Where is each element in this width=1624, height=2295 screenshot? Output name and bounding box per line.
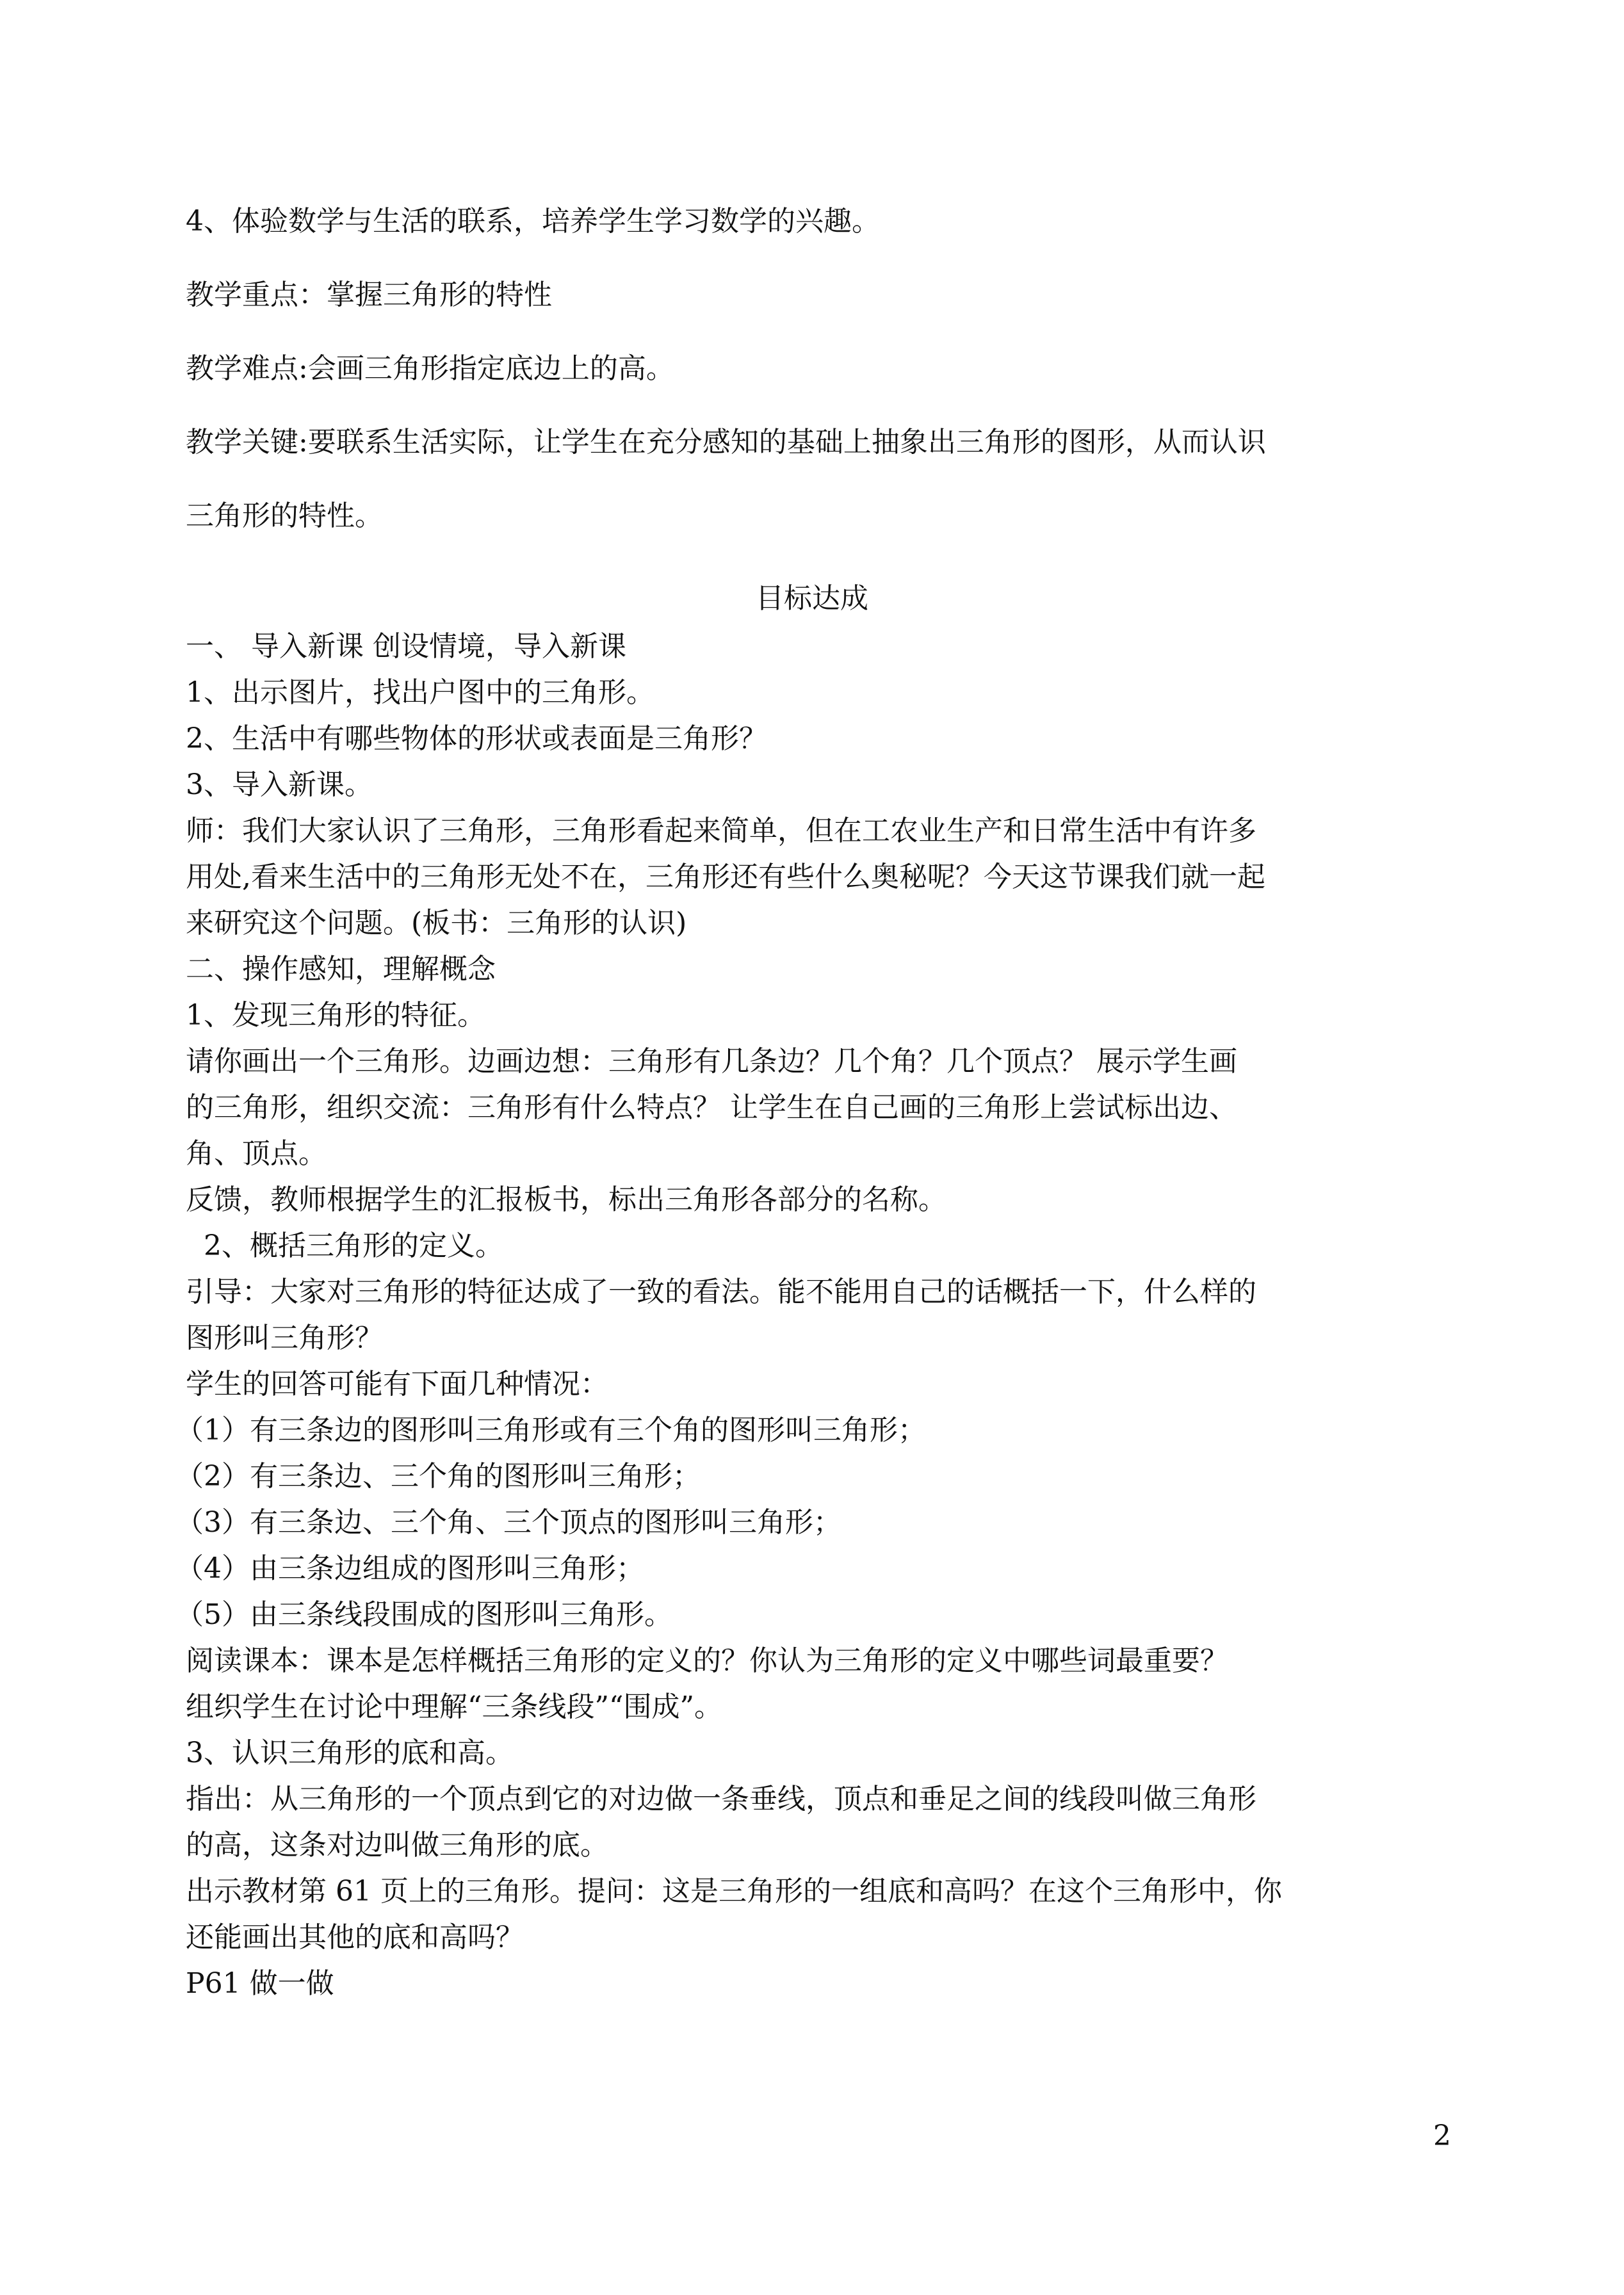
teacher-line-3: 来研究这个问题。(板书：三角形的认识) xyxy=(186,907,687,939)
part2-item-1: 1、发现三角形的特征。 xyxy=(186,999,485,1032)
part2-heading: 二、操作感知，理解概念 xyxy=(186,953,496,985)
page-number: 2 xyxy=(1433,2120,1451,2152)
section-title: 目标达成 xyxy=(756,582,868,615)
draw-line-1: 请你画出一个三角形。边画边想：三角形有几条边？几个角？几个顶点？ 展示学生画 xyxy=(186,1045,1237,1078)
answer-5: （5）由三条线段围成的图形叫三角形。 xyxy=(175,1598,672,1631)
organize-discussion: 组织学生在讨论中理解“三条线段”“围成”。 xyxy=(186,1691,722,1723)
answer-4: （4）由三条边组成的图形叫三角形； xyxy=(175,1552,644,1585)
part2-item-2: 2、概括三角形的定义。 xyxy=(186,1229,503,1262)
teaching-key-line-2: 三角形的特性。 xyxy=(186,499,383,532)
exercise: P61 做一做 xyxy=(186,1967,334,2000)
goal-4: 4、体验数学与生活的联系，培养学生学习数学的兴趣。 xyxy=(186,205,880,238)
read-textbook: 阅读课本：课本是怎样概括三角形的定义的？你认为三角形的定义中哪些词最重要？ xyxy=(186,1644,1228,1677)
part1-heading: 一、 导入新课 创设情境，导入新课 xyxy=(186,630,626,663)
teaching-difficulty: 教学难点:会画三角形指定底边上的高。 xyxy=(186,352,674,385)
part1-item-2: 2、生活中有哪些物体的形状或表面是三角形？ xyxy=(186,722,767,755)
teacher-line-2: 用处,看来生活中的三角形无处不在，三角形还有些什么奥秘呢？今天这节课我们就一起 xyxy=(186,861,1265,893)
teaching-key-point: 教学重点：掌握三角形的特性 xyxy=(186,279,552,311)
answer-1: （1）有三条边的图形叫三角形或有三个角的图形叫三角形； xyxy=(175,1414,926,1447)
guide-line-1: 引导：大家对三角形的特征达成了一致的看法。能不能用自己的话概括一下，什么样的 xyxy=(186,1276,1256,1308)
draw-line-2: 的三角形，组织交流：三角形有什么特点？ 让学生在自己画的三角形上尝试标出边、 xyxy=(186,1091,1237,1124)
answer-2: （2）有三条边、三个角的图形叫三角形； xyxy=(175,1460,701,1493)
point-line-2: 的高，这条对边叫做三角形的底。 xyxy=(186,1829,608,1861)
part1-item-3: 3、导入新课。 xyxy=(186,768,373,801)
answer-3: （3）有三条边、三个角、三个顶点的图形叫三角形； xyxy=(175,1506,841,1539)
part2-item-3: 3、认识三角形的底和高。 xyxy=(186,1737,514,1769)
teacher-line-1: 师：我们大家认识了三角形，三角形看起来简单，但在工农业生产和日常生活中有许多 xyxy=(186,815,1256,847)
guide-line-2: 图形叫三角形？ xyxy=(186,1322,383,1354)
answers-intro: 学生的回答可能有下面几种情况： xyxy=(186,1368,608,1400)
show-line-2: 还能画出其他的底和高吗？ xyxy=(186,1921,524,1954)
draw-line-3: 角、顶点。 xyxy=(186,1137,327,1170)
part1-item-1: 1、出示图片，找出户图中的三角形。 xyxy=(186,676,654,709)
feedback: 反馈，教师根据学生的汇报板书，标出三角形各部分的名称。 xyxy=(186,1183,946,1216)
point-line-1: 指出：从三角形的一个顶点到它的对边做一条垂线，顶点和垂足之间的线段叫做三角形 xyxy=(186,1783,1256,1815)
show-line-1: 出示教材第 61 页上的三角形。提问：这是三角形的一组底和高吗？在这个三角形中，你 xyxy=(186,1875,1282,1908)
teaching-key-line-1: 教学关键:要联系生活实际，让学生在充分感知的基础上抽象出三角形的图形，从而认识 xyxy=(186,426,1266,458)
